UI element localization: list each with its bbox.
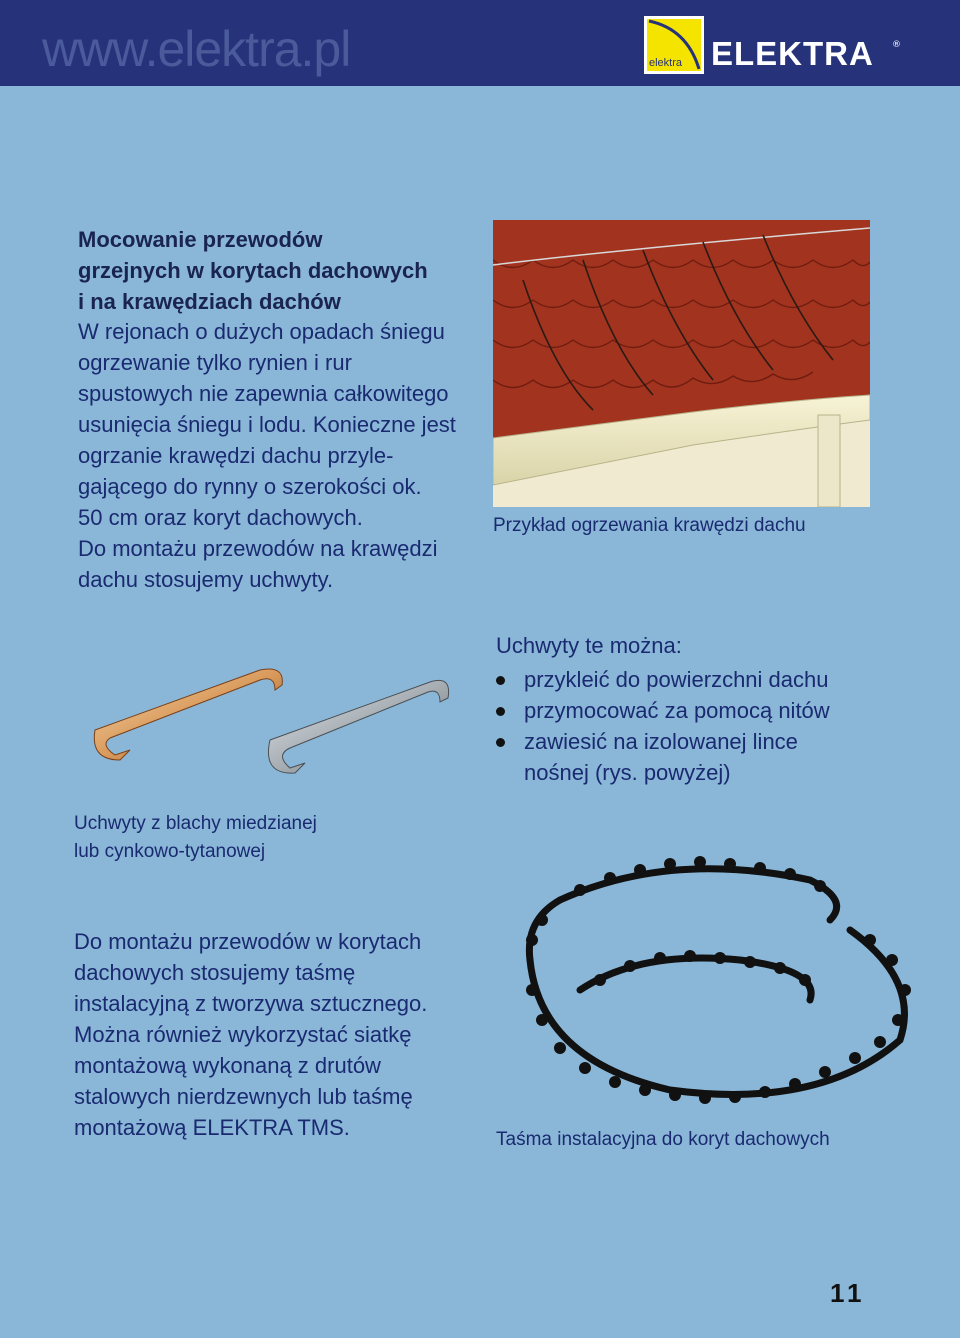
- bullet-icon: [496, 707, 505, 716]
- list-item: zawiesić na izolowanej lince: [496, 726, 896, 757]
- registered-mark: ®: [892, 40, 901, 50]
- list-item: przymocować za pomocą nitów: [496, 695, 896, 726]
- site-url[interactable]: www.elektra.pl: [42, 21, 351, 77]
- header-bar: [0, 0, 960, 86]
- tape-photo-caption: Taśma instalacyjna do koryt dachowych: [496, 1129, 830, 1150]
- logo-wordmark: ELEKTRA: [711, 35, 874, 72]
- holders-photo-caption: Uchwyty z blachy miedzianej lub cynkowo-tytanowej: [74, 813, 317, 862]
- bullet-icon: [496, 738, 505, 747]
- mounting-body: Do montażu przewodów w korytach dachowych stosujemy taśmę instalacyjną z tworzywa sztucznego. Można również wykorzystać siatkę montażową wykonaną z drutów stalowych nierdzewnych lub taśmę montażową ELEKTRA TMS.: [74, 929, 428, 1140]
- page-number: 11: [830, 1278, 866, 1308]
- list-item: przykleić do powierzchni dachu: [496, 664, 896, 695]
- elektra-logo-icon: [644, 16, 704, 74]
- holders-intro: Uchwyty te można:: [496, 633, 682, 658]
- holders-photo: [90, 660, 455, 790]
- roof-photo-caption: Przykład ogrzewania krawędzi dachu: [493, 515, 806, 536]
- bullet-icon: [496, 676, 505, 685]
- roof-edge-photo: [493, 220, 870, 507]
- section-title: Mocowanie przewodów grzejnych w korytach dachowych i na krawędziach dachów: [78, 227, 428, 314]
- mounting-tape-photo: [520, 840, 920, 1110]
- holders-list: [496, 664, 896, 788]
- logo-small-text: elektra: [649, 57, 683, 69]
- section-body: W rejonach o dużych opadach śniegu ogrzewanie tylko rynien i rur spustowych nie zapewnia całkowitego usunięcia śniegu i lodu. Konieczne jest ogrzanie krawędzi dachu przyle- gającego do rynny o szerokości ok. 50 cm oraz koryt dachowych. Do montażu przewodów na krawędzi dachu stosujemy uchwyty.: [78, 319, 456, 592]
- list-item: nośnej (rys. powyżej): [524, 760, 731, 785]
